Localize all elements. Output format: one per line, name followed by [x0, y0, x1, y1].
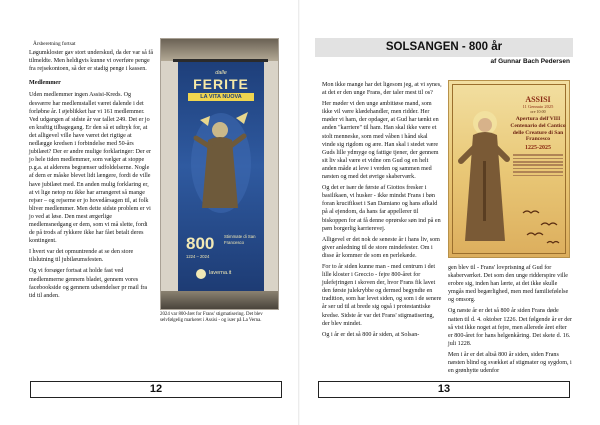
banner-lavita: LA VITA NUOVA — [188, 93, 254, 101]
banner-stigmate: Stimmate di San Francesco — [224, 234, 256, 245]
continued-label: Årsberetning fortsat — [33, 41, 76, 47]
paragraph: Og næste år er det så 800 år siden Frans døde natten til d. 4. oktober 1226. Det følgende år er der så vist ikke noget at fejre, men allerede året efter er 800-året for hans helgenkåring. Det skete d. 16. juli 1228. — [448, 308, 573, 347]
banner-dalle: dalle — [215, 70, 227, 76]
left-text-column — [29, 40, 154, 303]
paragraph: Men i år er det altså 800 år siden, siden Frans næsten blind og svækket af stigmater og sygdom, i en grønhytte udenfor — [448, 351, 572, 375]
poster-city: ASSISI — [525, 95, 551, 104]
photo-ground — [161, 291, 278, 309]
right-text-column-2 — [448, 264, 573, 378]
poster-text — [509, 95, 567, 178]
ferite-banner — [178, 62, 264, 294]
paragraph: Og det er især de første af Giottos fresker i basilikaen, vi husker - ikke mindst Frans i bøn foran krucifikset i San Damiano og hans afkald på al ejendom, da hans far appellerer til biskoppen for at få denne oprørske søn ind på en pæn borgerlig karrierevej. — [322, 185, 441, 232]
paragraph: Mon ikke mange har det ligesom jeg, at vi synes, at det er den unge Frans, der taler mest til os? — [322, 82, 442, 97]
saint-figure-icon — [186, 108, 256, 218]
page-number-box: 12 — [30, 381, 282, 398]
right-text-column-1 — [322, 81, 442, 342]
paragraph: Og vi forsøger fortsat at holde fast ved medlemmerne gennem bladet, gennem vores facebookside og gennem udsendelser pr mail fra tid til anden. — [29, 268, 148, 299]
birds-icon — [519, 203, 565, 249]
article-title: SOLSANGEN - 800 år — [315, 38, 573, 57]
banner-photo — [160, 38, 279, 310]
page-number-box: 13 — [318, 381, 570, 398]
centenary-poster — [448, 80, 570, 258]
section-heading: Medlemmer — [29, 80, 61, 87]
friar-figure-icon — [455, 101, 511, 251]
paragraph: Og i år er det så 800 år siden, at Solsan- — [322, 331, 420, 338]
laverna-logo-icon — [196, 269, 206, 279]
poster-time: ore 10:00 — [530, 109, 546, 114]
banner-url: laverna.it — [209, 270, 232, 276]
poster-years: 1225-2025 — [525, 145, 551, 152]
poster-date: 11 Gennaio 2025 — [522, 104, 554, 109]
poster-fine-print — [509, 154, 567, 176]
banner-ferite: FERITE — [193, 76, 249, 92]
paragraph: Her møder vi den unge ambitiøse mand, som ikke vil være klædehandler, men ridder. Her møder vi ham, der opdager, at Gud har tænkt en anden "karriere" til ham. Han skal ikke være et stolt menneske, som med våben i hånd skal vinde sig rigdom og ære. Han skal i stedet være Guds lille ydmyge og fattige tjener, der gennem sit liv skal være et vidne om Gud og en helt anden måde at leve i verden og sammen med næsten og med det øvrige skaberværk. — [322, 101, 439, 181]
paragraph: For to år siden kunne man - med centrum i det lille kloster i Greccio - fejre 800-året for julefejringen i skoven der, hvor Frans fik lavet den første julekrybbe og dermed begyndte en tradition, som har levet siden, og som i de senere år ser ud til at brede sig også i protestantiske kredse. Sidste år var det Frans' stigmatisering, der blev mindet. — [322, 263, 442, 327]
photo-caption: 2024 var 800-året for Frans' stigmatisering. Det blev selvfølgelig markeret i Assisi - og især på La Verna. — [160, 312, 263, 324]
photo-sky — [161, 39, 278, 61]
paragraph: I hvert var det opmuntrende at se den store tilslutning til jubilæumsfesten. — [29, 249, 134, 264]
intro-paragraph: Løgumkloster gav stort underskud, da der var så få tilmeldte. Men heldigvis kunne vi overføre penge fra rejsekontoen, så der er stadig penge i kassen. — [29, 50, 154, 73]
paragraph: Uden medlemmer ingen Assisi-Kreds. Og desværre har medlemstallet været dalende i det forløbne år. I øjeblikket har vi 161 medlemmer. Ved udgangen af sidste år var tallet 249. Det er jo en kraftig tilbagegang. Er den så et udtryk for, at det alligevel ville have været det rigtige at nedlægge kredsen i forbindelse med 50-års jubilæet? Der er andre mulige forklaringer: Der er jo hele tiden medlemmer, som vælger at stoppe p.g.a. at alderens begrænser udfoldelserne. Nogle af dem er måske blevet lidt længere, fordi de ville have jubilæet med. En anden mulig forklaring er, at vi lige netop nu ikke har arrangeret så mange rejser – og rejserne er jo hovedårsagen til, at folk bliver medlemmer. Men dette sidste problem er vi jo ved at løse. Den mest ærgerlige medlemsnedgang er dem, som vi må slette, fordi de på trods af rykkere ikke har fået betalt deres kontingent. — [29, 92, 151, 245]
paragraph: gen blev til - Frans' lovprisning af Gud for skaberværket. Det som den unge ridderspire ville erobre sig, inden han lærte, at det ikke skulle ymgås med begærlighed, men med familiefølelse og omsorg. — [448, 265, 569, 304]
article-byline: af Gunnar Bach Pedersen — [490, 58, 570, 65]
banner-years: 1224 – 2024 — [186, 254, 210, 259]
banner-800: 800 — [186, 234, 215, 253]
poster-title: Apertura dell'VIII Centenario del Cantico delle Creature di San Francesco — [510, 116, 566, 143]
paragraph: Alligevel er det nok de seneste år i hans liv, som giver anledning til de store mindefester. Om i disse år kommer de som en perlekæde. — [322, 236, 440, 259]
